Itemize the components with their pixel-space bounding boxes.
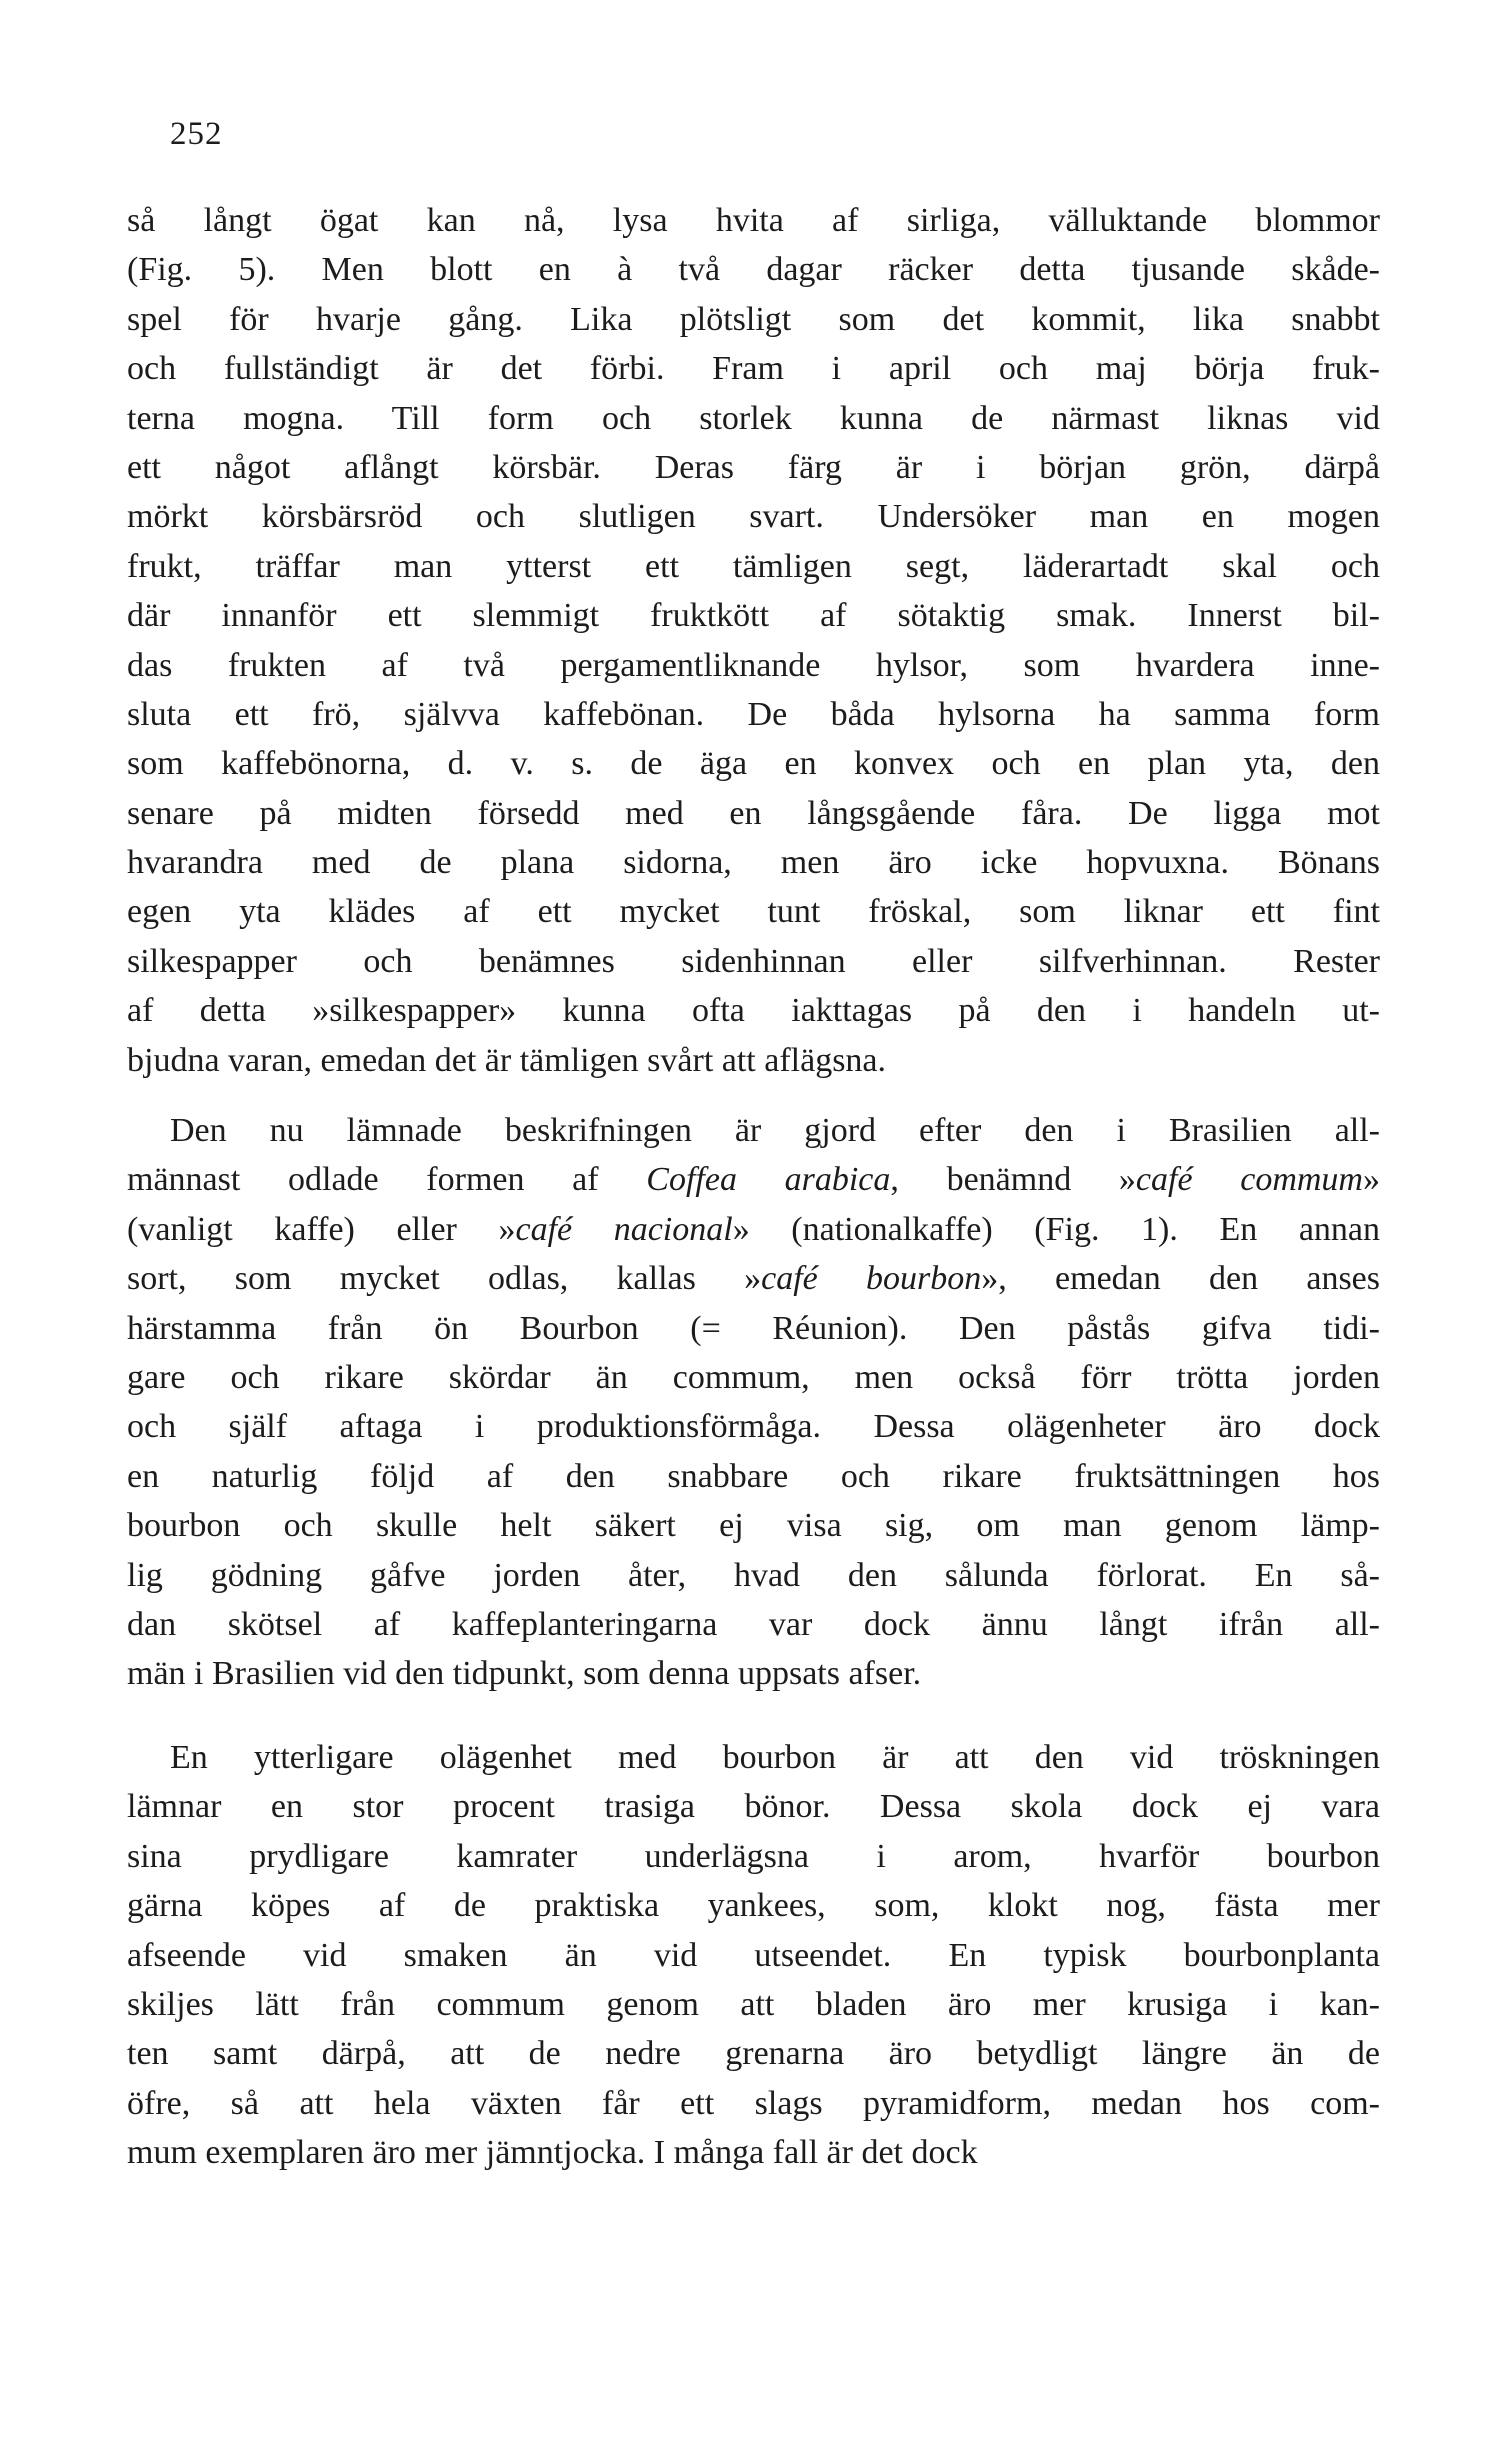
text-line [127,1106,1380,1155]
text-line [127,1881,1380,1930]
text-line [127,986,1380,1035]
text-run: egen yta klädes af ett mycket tunt fröskal, som liknar ett fint [127,893,1380,931]
text-run: så långt ögat kan nå, lysa hvita af sirliga, välluktande blommor [127,202,1380,239]
text-line [127,1205,1380,1254]
italic-run: café nacional [515,1210,733,1248]
text-line [127,1353,1380,1402]
italic-run: café bourbon [761,1260,982,1298]
text-line [127,1254,1380,1303]
text-line [127,2029,1380,2078]
text-run: silkespapper och benämnes sidenhinnan eller silfverhinnan. Rester [127,942,1380,980]
text-run: terna mogna. Till form och storlek kunna de närmast liknas vid [127,399,1380,437]
text-run: frukt, träffar man ytterst ett tämligen segt, läderartadt skal och [127,547,1380,585]
text-line [127,492,1380,541]
text-line [127,2079,1380,2128]
text-line [127,295,1380,344]
text-run: das frukten af två pergamentliknande hylsor, som hvardera inne- [127,646,1380,684]
text-line [127,1155,1380,1204]
text-run: Den nu lämnade beskrifningen är gjord efter den i Brasilien all- [170,1112,1380,1149]
text-run: härstamma från ön Bourbon (= Réunion). Den påstås gifva tidi- [127,1309,1380,1347]
text-run: och själf aftaga i produktionsförmåga. Dessa olägenheter äro dock [127,1408,1380,1446]
text-run: (Fig. 5). Men blott en à två dagar räcker detta tjusande skåde- [127,251,1380,289]
text-line [127,1733,1380,1782]
text-run: spel för hvarje gång. Lika plötsligt som det kommit, lika snabbt [127,300,1380,338]
italic-run: café commum [1135,1161,1363,1199]
text-line [127,1304,1380,1353]
text-line [127,1551,1380,1600]
text-run: skiljes lätt från commum genom att bladen äro mer krusiga i kan- [127,1985,1380,2023]
text-run: senare på midten försedd med en långsgående fåra. De ligga mot [127,794,1380,832]
text-run: hvarandra med de plana sidorna, men äro icke hopvuxna. Bönans [127,844,1380,882]
text-run: af detta »silkespapper» kunna ofta iakttagas på den i handeln ut- [127,992,1380,1030]
text-line [127,887,1380,936]
text-run: gare och rikare skördar än commum, men också förr trötta jorden [127,1358,1380,1396]
text-run: (vanligt kaffe) eller » [127,1210,516,1248]
text-run: och fullständigt är det förbi. Fram i april och maj börja fruk- [127,350,1380,388]
text-run: sort, som mycket odlas, kallas » [127,1260,762,1298]
text-line [127,838,1380,887]
text-line [127,542,1380,591]
text-line [127,1452,1380,1501]
text-run: gärna köpes af de praktiska yankees, som, klokt nog, fästa mer [127,1887,1380,1925]
text-run: där innanför ett slemmigt fruktkött af sötaktig smak. Innerst bil- [127,597,1380,635]
page-number: 252 [170,116,223,152]
text-run: » (nationalkaffe) (Fig. 1). En annan [732,1210,1381,1248]
text-line [127,789,1380,838]
text-run: bjudna varan, emedan det är tämligen svårt att aflägsna. [127,1041,887,1079]
text-line [127,1501,1380,1550]
text-run: » [1363,1161,1380,1199]
text-line [127,937,1380,986]
text-run: bourbon och skulle helt säkert ej visa sig, om man genom lämp- [127,1507,1380,1545]
text-line [127,394,1380,443]
paragraph-1 [127,196,1380,1085]
text-run: mörkt körsbärsröd och slutligen svart. Undersöker man en mogen [127,498,1380,536]
text-run: , benämnd » [890,1161,1136,1199]
text-line [127,1931,1380,1980]
text-run: lämnar en stor procent trasiga bönor. Dessa skola dock ej vara [127,1788,1380,1826]
text-run: mum exemplaren äro mer jämntjocka. I många fall är det dock [127,2134,978,2172]
text-run: som kaffebönorna, d. v. s. de äga en konvex och en plan yta, den [127,745,1380,783]
text-line [127,344,1380,393]
text-run: ett något aflångt körsbär. Deras färg är i början grön, därpå [127,448,1380,486]
text-run: öfre, så att hela växten får ett slags pyramidform, medan hos com- [127,2084,1380,2122]
text-run: lig gödning gåfve jorden åter, hvad den sålunda förlorat. En så- [127,1556,1380,1594]
text-run: ten samt därpå, att de nedre grenarna äro betydligt längre än de [127,2035,1380,2073]
text-line [127,1600,1380,1649]
text-line [127,1402,1380,1451]
text-run: en naturlig följd af den snabbare och rikare fruktsättningen hos [127,1457,1380,1495]
text-run: dan skötsel af kaffeplanteringarna var dock ännu långt ifrån all- [127,1605,1380,1643]
text-run: sluta ett frö, självva kaffebönan. De båda hylsorna ha samma form [127,695,1380,733]
text-line [127,641,1380,690]
text-run: männast odlade formen af [127,1161,647,1199]
text-run: sina prydligare kamrater underlägsna i arom, hvarför bourbon [127,1837,1380,1875]
text-run: En ytterligare olägenhet med bourbon är att den vid tröskningen [170,1739,1380,1776]
text-line [127,196,1380,245]
text-line [127,245,1380,294]
text-line [127,1036,1380,1085]
text-run: afseende vid smaken än vid utseendet. En typisk bourbonplanta [127,1936,1380,1974]
italic-run: Coffea arabica [646,1161,891,1199]
paragraph-2 [127,1106,1380,1699]
text-line [127,2128,1380,2177]
text-line [127,1782,1380,1831]
text-line [127,690,1380,739]
text-line [127,1649,1380,1698]
text-line [127,739,1380,788]
text-line [127,1832,1380,1881]
paragraph-3 [127,1733,1380,2178]
text-line [127,1980,1380,2029]
text-line [127,591,1380,640]
text-run: män i Brasilien vid den tidpunkt, som denna uppsats afser. [127,1655,922,1693]
text-run: », emedan den anses [981,1260,1381,1298]
text-line [127,443,1380,492]
